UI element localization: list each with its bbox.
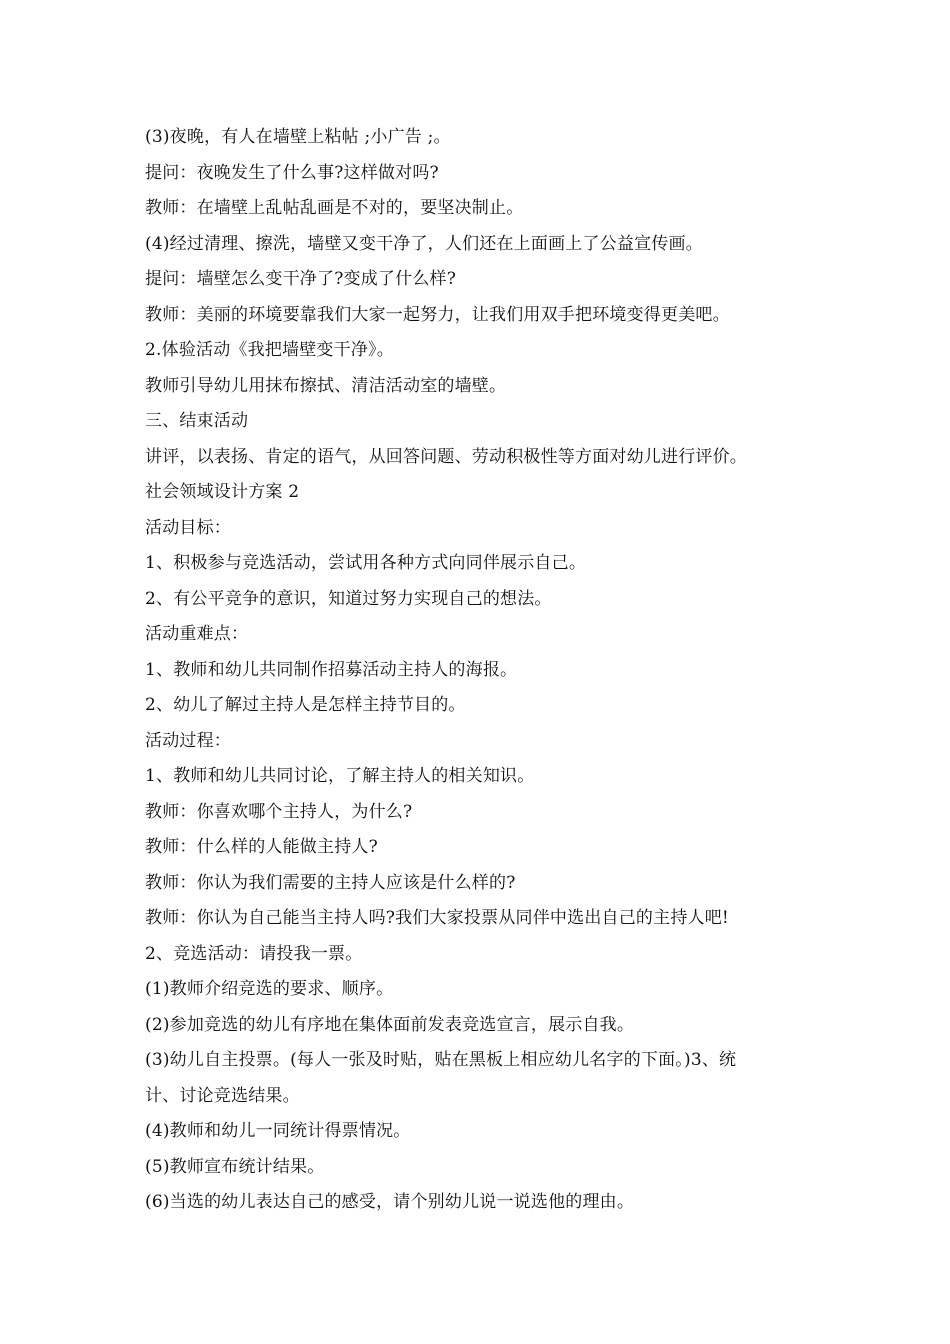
text-line: 教师：美丽的环境要靠我们大家一起努力，让我们用双手把环境变得更美吧。 bbox=[145, 304, 730, 325]
document-body bbox=[145, 120, 820, 1221]
plan-title: 社会领域设计方案 2 bbox=[145, 482, 300, 502]
section-heading: 2.体验活动《我把墙壁变干净》。 bbox=[145, 340, 394, 360]
section-heading: 活动目标： bbox=[145, 517, 231, 538]
text-line: 教师引导幼儿用抹布擦拭、清洁活动室的墙壁。 bbox=[145, 375, 507, 396]
text-line: 教师：你喜欢哪个主持人，为什么? bbox=[145, 801, 413, 822]
text-line: 2、有公平竞争的意识，知道过努力实现自己的想法。 bbox=[145, 588, 552, 609]
text-line: (3)幼儿自主投票。(每人一张及时贴，贴在黑板上相应幼儿名字的下面。)3、统 bbox=[145, 1050, 737, 1070]
text-line: 提问：墙壁怎么变干净了?变成了什么样? bbox=[145, 269, 457, 289]
text-line: (1)教师介绍竞选的要求、顺序。 bbox=[145, 979, 394, 999]
text-line: 教师：什么样的人能做主持人? bbox=[145, 837, 378, 857]
text-line: 2、幼儿了解过主持人是怎样主持节目的。 bbox=[145, 695, 466, 715]
text-line: (4)教师和幼儿一同统计得票情况。 bbox=[145, 1121, 411, 1141]
section-heading: 三、结束活动 bbox=[145, 411, 249, 431]
text-line: 教师：在墙壁上乱帖乱画是不对的，要坚决制止。 bbox=[145, 198, 524, 218]
text-line: (4)经过清理、擦洗，墙壁又变干净了，人们还在上面画上了公益宣传画。 bbox=[145, 233, 703, 254]
text-line: 提问：夜晚发生了什么事?这样做对吗? bbox=[145, 162, 439, 183]
section-heading: 活动过程： bbox=[145, 730, 231, 751]
text-line: 讲评，以表扬、肯定的语气，从回答问题、劳动积极性等方面对幼儿进行评价。 bbox=[145, 446, 747, 467]
text-line: (5)教师宣布统计结果。 bbox=[145, 1156, 325, 1177]
text-line: 1、积极参与竞选活动，尝试用各种方式向同伴展示自己。 bbox=[145, 553, 587, 573]
section-heading: 活动重难点： bbox=[145, 624, 249, 644]
text-line: 教师：你认为我们需要的主持人应该是什么样的? bbox=[145, 872, 516, 893]
text-line: 1、教师和幼儿共同讨论，了解主持人的相关知识。 bbox=[145, 766, 535, 786]
text-line: (6)当选的幼儿表达自己的感受，请个别幼儿说一说选他的理由。 bbox=[145, 1192, 635, 1212]
text-line: 1、教师和幼儿共同制作招募活动主持人的海报。 bbox=[145, 659, 518, 680]
text-line: 教师：你认为自己能当主持人吗?我们大家投票从同伴中选出自己的主持人吧! bbox=[145, 908, 729, 928]
text-line: (2)参加竞选的幼儿有序地在集体面前发表竞选宣言，展示自我。 bbox=[145, 1014, 635, 1035]
text-line: (3)夜晚，有人在墙壁上粘帖 ;小广告 ;。 bbox=[145, 127, 451, 147]
text-line: 2、竞选活动：请投我一票。 bbox=[145, 943, 363, 964]
text-line: 计、讨论竞选结果。 bbox=[145, 1085, 300, 1106]
